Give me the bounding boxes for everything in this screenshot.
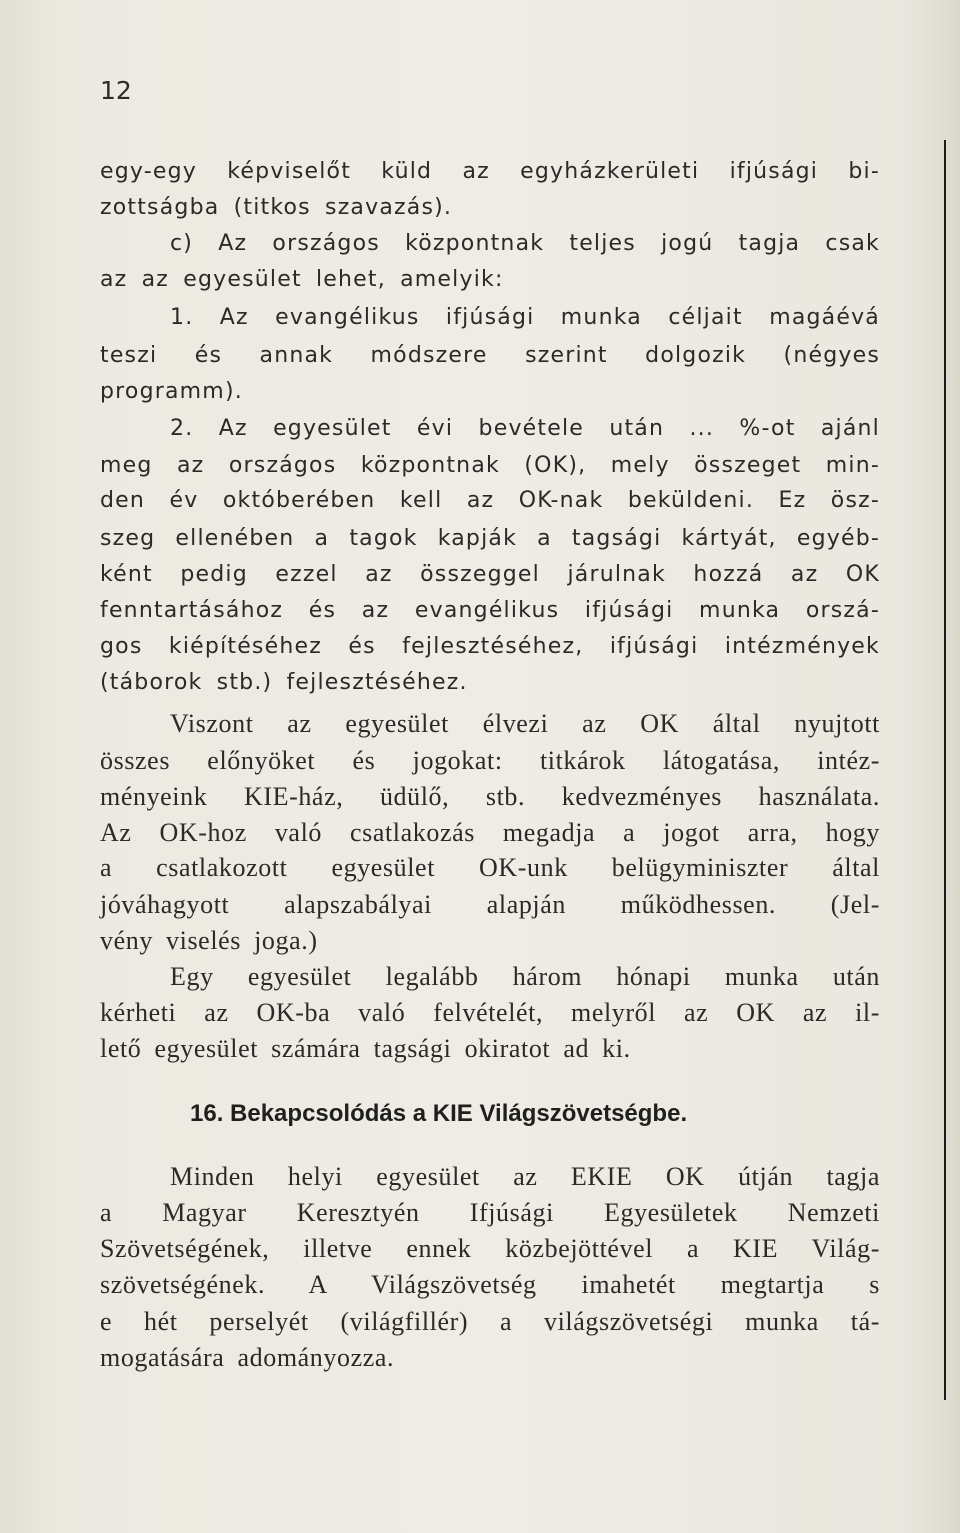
text-line: zottságba (titkos szavazás). bbox=[100, 195, 453, 220]
text-line: összes előnyöket és jogokat: titkárok látogatása, intéz- bbox=[100, 746, 880, 775]
text-line: e hét perselyét (világfillér) a világszövetségi munka tá- bbox=[100, 1307, 880, 1336]
text-line: gos kiépítéséhez és fejlesztéséhez, ifjúsági intézmények bbox=[100, 634, 880, 659]
text-line: egy-egy képviselőt küld az egyházkerületi ifjúsági bi- bbox=[100, 159, 880, 184]
text-line: teszi és annak módszere szerint dolgozik (négyes bbox=[100, 343, 880, 368]
text-line: vény viselés joga.) bbox=[100, 926, 318, 955]
text-line: szeg ellenében a tagok kapják a tagsági kártyát, egyéb- bbox=[100, 526, 880, 551]
text-line: szövetségének. A Világszövetség imahetét megtartja s bbox=[100, 1270, 880, 1299]
text-line: a Magyar Keresztyén Ifjúsági Egyesületek Nemzeti bbox=[100, 1198, 880, 1227]
text-line: meg az országos központnak (OK), mely összeget min- bbox=[100, 453, 880, 478]
text-line: Egy egyesület legalább három hónapi munka után bbox=[170, 962, 880, 991]
text-line: lető egyesület számára tagsági okiratot ad ki. bbox=[100, 1034, 631, 1063]
text-line: ként pedig ezzel az összeggel járulnak hozzá az OK bbox=[100, 562, 880, 587]
text-line: programm). bbox=[100, 379, 243, 404]
text-line: den év októberében kell az OK-nak beküldeni. Ez ösz- bbox=[100, 488, 880, 513]
section-heading: 16. Bekapcsolódás a KIE Világszövetségbe. bbox=[190, 1100, 688, 1127]
text-line: Az OK-hoz való csatlakozás megadja a jogot arra, hogy bbox=[100, 818, 880, 847]
text-line: Viszont az egyesület élvezi az OK által nyujtott bbox=[170, 709, 880, 738]
text-line: a csatlakozott egyesület OK-unk belügyminiszter által bbox=[100, 853, 880, 882]
page-number: 12 bbox=[100, 76, 132, 105]
text-line: az az egyesület lehet, amelyik: bbox=[100, 267, 504, 292]
text-line: 2. Az egyesület évi bevétele után ... %-ot ajánl bbox=[170, 416, 880, 441]
text-line: (táborok stb.) fejlesztéséhez. bbox=[100, 670, 468, 695]
text-line: 1. Az evangélikus ifjúsági munka céljait magáévá bbox=[170, 305, 880, 330]
text-line: mogatására adományozza. bbox=[100, 1343, 395, 1372]
text-line: fenntartásához és az evangélikus ifjúsági munka orszá- bbox=[100, 598, 880, 623]
text-line: jóváhagyott alapszabályai alapján működhessen. (Jel- bbox=[100, 890, 880, 919]
text-line: c) Az országos központnak teljes jogú tagja csak bbox=[170, 231, 880, 256]
text-line: Szövetségének, illetve ennek közbejöttével a KIE Világ- bbox=[100, 1234, 880, 1263]
text-line: Minden helyi egyesület az EKIE OK útján tagja bbox=[170, 1162, 880, 1191]
text-line: kérheti az OK-ba való felvételét, melyről az OK az il- bbox=[100, 998, 880, 1027]
page-edge-line bbox=[944, 140, 946, 1400]
text-line: ményeink KIE-ház, üdülő, stb. kedvezményes használata. bbox=[100, 782, 880, 811]
